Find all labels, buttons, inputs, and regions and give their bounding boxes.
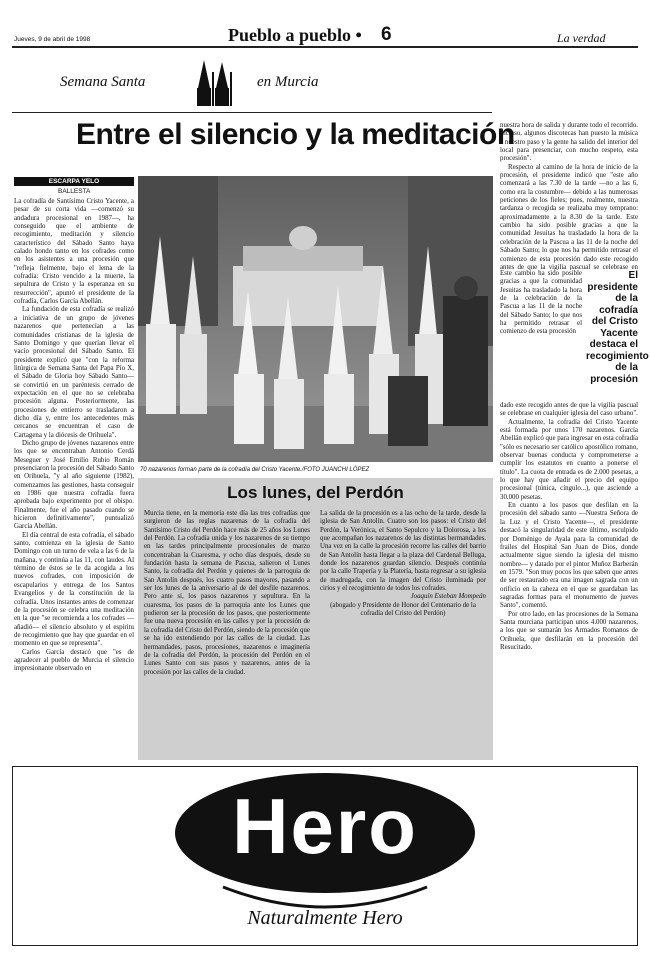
article-paragraph: En cuanto a los pasos que desfilan en la procesión del sábado santo —Nuestra Señora de la Luz y el Cristo Yacente—, el presidente destacó la singularidad de este último, esculpido por Doménigo de Ayala para la comunidad de frailes del Hospital San Juan de Dios, donde actualmente sigue siendo la iglesia del mismo nombre— y datado por el pintor Muñoz Barberán en 1579. "Son muy pocos los que saben que antes de ser restaurado era una imagen sagrada con un orificio en la cabeza en el que se guardaban las sagradas formas para el monumento de jueves Santo", comentó. <box>500 502 638 610</box>
article-column-right-bottom <box>500 402 638 754</box>
hero-brand: Hero <box>232 782 418 870</box>
byline-author: ESCARPA YELO <box>14 177 134 186</box>
photo-caption: 70 nazarenos forman parte de la cofradía del Cristo Yacente./FOTO JUANCHI LÓPEZ <box>140 467 370 473</box>
article-paragraph: Actualmente, la cofradía del Cristo Yacente está formada por unos 170 nazarenos. García Abellán explicó que para ingresar en esta cofradía "sólo es necesario ser católico apostólico romano, observar buenas conducta y comprometerse a cumplir los estatutos en cuanto a ponerse el título". La cuota de entrada es de 2.000 pesetas, a lo que hay que añadir el precio del equipo procesional (túnica, cíngulo...), que asciende a 30.000 pesetas. <box>500 418 638 501</box>
sidebar-title: Los lunes, del Perdón <box>227 483 404 502</box>
sidebar-column-1 <box>144 510 310 754</box>
header-rule <box>12 46 638 48</box>
hero-slogan: Naturalmente Hero <box>247 907 403 929</box>
article-paragraph: nuestra hora de salida y durante todo el recorrido. Incluso, algunos discotecas han puesto la música a nuestro paso y la gente ha salido del interior del local para presenciar, con mucho respeto, esta procesión". <box>500 122 638 163</box>
article-paragraph: Dicho grupo de jóvenes nazarenos entre los que se encontraban Antonio Cerdá Meseguer y José Emilio Rubio Román presenciaron la procesión del Sábado Santo en Orihuela, "y al año siguiente (1982), comenzamos las gestiones, hasta conseguir en 1986 que nuestra cofradía fuera aprobada bajo experimento por el obispo. Finalmente, fue el año pasado cuando se hicieron definitivamente", puntualizó García Abellán. <box>14 439 134 531</box>
sidebar-signature: Joaquín Esteban Mompeán <box>410 593 486 601</box>
pullquote: El presidente de la cofradía del Cristo Yacente destaca el recogimiento de la procesión <box>586 270 649 385</box>
page-number: 6 <box>381 24 392 45</box>
section-title: Pueblo a pueblo • <box>228 25 362 45</box>
sidebar-signature-detail: (abogado y Presidente de Honor del Centenario de la cofradía del Cristo del Perdón) <box>330 601 476 618</box>
article-paragraph: Este cambio ha sido posible gracias a que la comunidad Jesuitas ha trasladado la hora de la celebración de la Pascua a las 11 de la noche del Sábado Santo; lo que nos ha permitido retrasar el comienzo de esta procesión <box>500 270 582 336</box>
article-paragraph: Por otro lado, en las procesiones de la Semana Santa murciana participan unos 4.000 nazarenos, a los que se sumarán los Armados Romanos de Orihuela, que desfilarán en la procesión del Resucitado. <box>500 610 638 651</box>
article-column-right-top <box>500 122 638 270</box>
nazareno-icon <box>192 58 238 110</box>
article-column-right-narrow <box>500 270 582 402</box>
procession-photo <box>138 176 493 462</box>
hero-advertisement <box>12 766 638 946</box>
sidebar-column-2 <box>320 510 486 754</box>
article-paragraph: dado este recogido antes de que la vigilia pascual se celebrase en cualquier iglesia del caso urbano". <box>500 402 638 418</box>
banner-right: en Murcia <box>257 74 319 90</box>
sidebar-text: Murcia tiene, en la memoria este día las tres cofradías que surgieron de las reglas nazarenas de la cofradía del Santísimo Cristo del Perdón hace más de 25 años los Lunes del Perdón. La cofradía unida y los nazarenos de su tiempo en las tardes principalmente procesionales de marzo concentraban la Cuaresma, y ocho días después, desde su fundación hasta la semana de Pascua, salieron el Lunes Santo, la cofradía del Perdón y quienes de la parroquia de San Antolín después, los cuatro pasos mayores, pasando a ser los lunes de la aniversario al de del desfile nazarenos. Pero ante sí, los pasos nazarenos y sepultura. En la cuaresma, los pasos de la parroquia ante los Lunes que pudieron ser la procesión de los pasos, que posteriormente fue una nueva procesión en las calles y por la procesión de la cofradía del Cristo del Perdón, siendo de la procesión que se ha ido extendiendo por las calles de la ciudad. Las hermandades, pasos, procesiones, nazarenos e imaginería de la cofradía del Perdón, la procesión del Perdón en el Lunes Santo con sus pasos y nazarenos, antes de la procesión por las calles de la ciudad. <box>144 510 310 676</box>
article-paragraph: Respecto al camino de la hora de inicio de la procesión, el presidente indicó que "este año comenzará a las 7.30 de la tarde —no a las 6, como era la costumbre— debido a las numerosas peticiones de los fieles; pues, realmente, nuestra tardanza o recogida se realizaba muy temprano: aproximadamente a la 8.30 de la tarde. Este cambio ha sido posible gracias a que la comunidad Jesuitas ha trasladado la hora de la celebración de la Pascua a las 11 de la noche del Sábado Santo; lo que nos ha permitido retrasar el comienzo de esta procesión dado este recogido antes de que la vigilia pascual se celebrase en <box>500 163 638 270</box>
headline: Entre el silencio y la meditación <box>76 118 515 151</box>
article-paragraph: La fundación de esta cofradía se realizó a iniciativa de un grupo de jóvenes nazarenos que pertenecían a las comunidades cristianas de la iglesia de Santo Domingo y que querían llevar el vacío procesional del Sábado Santo. El presidente explicó que "con la reforma litúrgica de Semana Santa del Papa Pío X, el Sábado de Gloria hoy Sábado Santo— se convirtió en un paréntesis cerrado de expectación en el que no se celebraba procesión alguna. Posteriormente, las procesiones de entierro se trasladaron a dicho día y, entre los antecedentes más cercanos se encuentran el caso de Cartagena y la diócesis de Orihuela". <box>14 306 134 439</box>
sidebar-text: La salida de la procesión es a las ocho de la tarde, desde la iglesia de San Antolín. Cuatro son los pasos: el Cristo del Perdón, la Verónica, el Santo Sepulcro y la Dolorosa, a los que acompañan los nazarenos de las distintas hermandades. Una vez en la calle la procesión recorre las calles del barrio de San Antolín hasta llegar a la plaza del Cardenal Belluga, donde los nazarenos guardan silencio. Después continúa por la calle Trapería y la Platería, hasta regresar a su iglesia de madrugada, con la imagen del Cristo iluminada por cirios y el recogimiento de todos los cofrades. <box>320 510 486 593</box>
banner-left: Semana Santa <box>60 74 146 90</box>
byline-location: BALLESTA <box>58 188 91 195</box>
article-paragraph: Carlos García destacó que "es de agradecer al pueblo de Murcia el silencio impresionante observado en <box>14 648 134 673</box>
article-column-left <box>14 198 134 754</box>
issue-date: Jueves, 9 de abril de 1998 <box>14 36 91 43</box>
article-paragraph: La cofradía de Santísimo Cristo Yacente, a pesar de su corta vida —comenzó su andadura procesional en 1987—, ha conseguido que el ambiente de recogimiento, meditación y silencio característico del Sábado Santo haya calado hondo tanto en los cofrades como en los asistentes a una procesión que "refleja fielmente, bajo el lema de la cofradía: Cristo vencido a la muerte, la sepultura de Cristo y la esperanza en su resurrección", apuntó el presidente de la cofradía, Carlos García Abellán. <box>14 198 134 306</box>
article-paragraph: El día central de esta cofradía, el sábado santo, comienza en la iglesia de Santo Domingo con un turno de vela a las 6 de la mañana, y continúa a las 11, con laudes. Al término de éstos se le da acogida a los nuevos cofrades, con imposición de escapularios y entrega de los Santos Evangelios y de la constitución de la cofradía. Unos instantes antes de comenzar de la procesión se celebra una meditación en la que "se recomienda a los cofrades —añadió— el silencio absoluto y el espíritu de recogimiento que hay que guardar en el momento en que se representa". <box>14 531 134 648</box>
newspaper-name: La verdad <box>557 31 606 45</box>
banner-rule <box>12 112 492 113</box>
